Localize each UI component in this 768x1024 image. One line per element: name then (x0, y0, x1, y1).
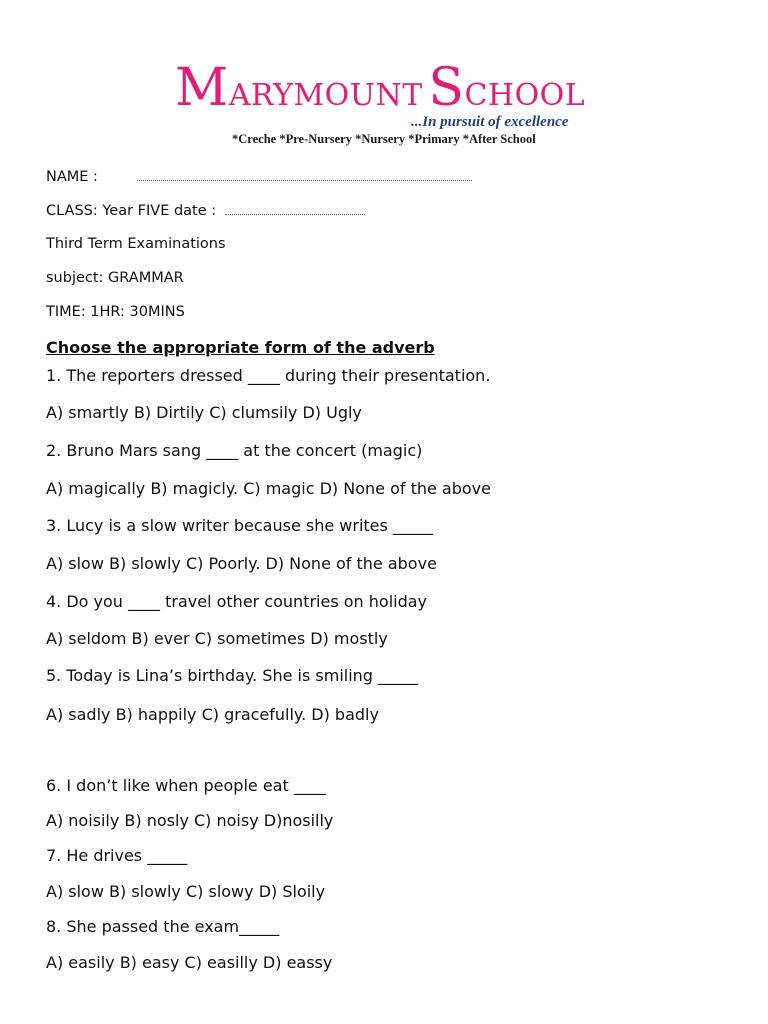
question-text: 4. Do you ____ travel other countries on holiday (46, 592, 428, 611)
name-label: NAME : (46, 169, 98, 185)
question-text: 5. Today is Lina’s birthday. She is smiling _____ (46, 666, 419, 685)
school-logo (175, 58, 600, 152)
question-text: 3. Lucy is a slow writer because she writes _____ (46, 516, 433, 535)
school-tagline: ...In pursuit of excellence (411, 114, 569, 130)
section-heading: Choose the appropriate form of the adverb (46, 338, 435, 357)
question-text: 6. I don’t like when people eat ____ (46, 776, 326, 795)
question-text: 8. She passed the exam_____ (46, 917, 280, 936)
question-options: A) noisily B) nosly C) noisy D)nosilly (46, 811, 334, 830)
question-options: A) seldom B) ever C) sometimes D) mostly (46, 629, 388, 648)
school-name: MARYMOUNT SCHOOL (175, 58, 586, 118)
date-blank (225, 204, 365, 215)
name-line (46, 169, 472, 185)
question-text: 1. The reporters dressed ____ during their presentation. (46, 366, 491, 385)
question-options: A) easily B) easy C) easilly D) eassy (46, 953, 333, 972)
question-options: A) sadly B) happily C) gracefully. D) badly (46, 705, 379, 724)
question-options: A) smartly B) Dirtily C) clumsily D) Ugly (46, 403, 362, 422)
class-line (46, 203, 365, 219)
subject-line: subject: GRAMMAR (46, 270, 184, 286)
question-options: A) slow B) slowly C) slowy D) Sloily (46, 882, 326, 901)
name-blank (137, 170, 472, 181)
question-text: 2. Bruno Mars sang ____ at the concert (magic) (46, 441, 423, 460)
class-label: CLASS: Year FIVE date : (46, 203, 217, 219)
school-services: *Creche *Pre-Nursery *Nursery *Primary *After School (232, 132, 536, 146)
question-options: A) slow B) slowly C) Poorly. D) None of the above (46, 554, 437, 573)
time-line: TIME: 1HR: 30MINS (46, 304, 185, 320)
term-line: Third Term Examinations (46, 236, 226, 252)
question-options: A) magically B) magicly. C) magic D) None of the above (46, 479, 491, 498)
question-text: 7. He drives _____ (46, 846, 188, 865)
